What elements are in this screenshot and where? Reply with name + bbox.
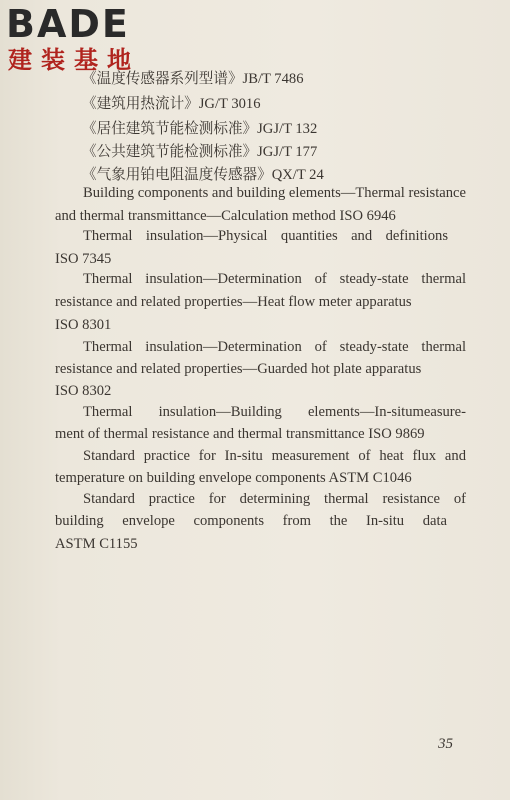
reference-line: 《温度传感器系列型谱》JB/T 7486 [82,71,304,87]
reference-line: Thermal insulation—Determination of steady-state thermal [83,271,466,287]
watermark-logo [4,4,154,80]
reference-line: 《居住建筑节能检测标准》JGJ/T 132 [82,121,318,137]
reference-line: building envelope components from the In-situ data [55,513,447,529]
reference-line: and thermal transmittance—Calculation method ISO 6946 [55,208,396,224]
reference-line: 《建筑用热流计》JG/T 3016 [82,96,261,112]
reference-line: temperature on building envelope components ASTM C1046 [55,470,412,486]
page-number: 35 [438,736,453,752]
reference-line: Thermal insulation—Physical quantities and definitions [83,228,448,244]
reference-line: ISO 8301 [55,317,112,333]
reference-line: resistance and related properties—Heat flow meter apparatus [55,294,412,310]
reference-line: ISO 8302 [55,383,112,399]
reference-line: ISO 7345 [55,251,112,267]
reference-line: Thermal insulation—Building elements—In-situmeasure- [83,404,466,420]
reference-line: ment of thermal resistance and thermal transmittance ISO 9869 [55,426,425,442]
reference-line: Standard practice for In-situ measurement of heat flux and [83,448,466,464]
reference-line: Standard practice for determining thermal resistance of [83,491,466,507]
reference-line: resistance and related properties—Guarded hot plate apparatus [55,361,422,377]
reference-line: 《气象用铂电阻温度传感器》QX/T 24 [82,167,324,183]
reference-line: 《公共建筑节能检测标准》JGJ/T 177 [82,144,318,160]
reference-line: Building components and building elements—Thermal resistance [83,185,467,201]
logo-text-cn: 建装基地 [8,46,140,74]
logo-text-en: BADE [6,2,130,46]
reference-line: Thermal insulation—Determination of steady-state thermal [83,339,466,355]
reference-line: ASTM C1155 [55,536,138,552]
